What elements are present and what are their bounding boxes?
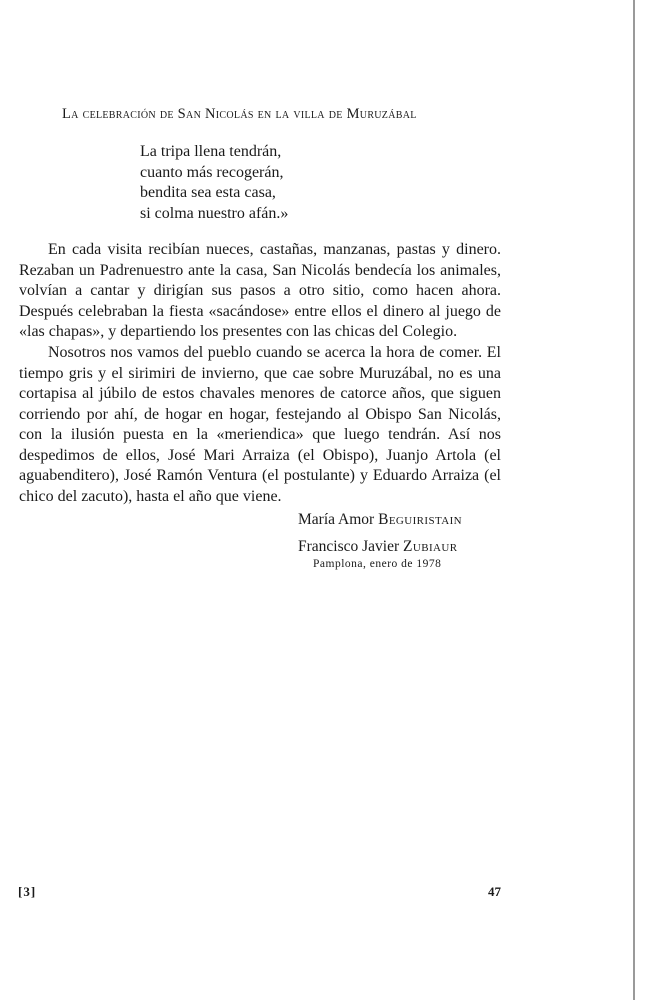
author-given-name: Francisco Javier bbox=[298, 538, 400, 555]
author-signature bbox=[298, 511, 462, 529]
dateline: Pamplona, enero de 1978 bbox=[313, 558, 442, 570]
running-title: La celebración de San Nicolás en la villa de Muruzábal bbox=[62, 106, 417, 122]
body-paragraph: En cada visita recibían nueces, castañas, manzanas, pastas y dinero. Rezaban un Padrenuestro ante la casa, San Nicolás bendecía los animales, volvían a cantar y dirigían sus pasos a otro sitio, como hacen ahora. Después celebraban la fiesta «sacándose» entre ellos el dinero al juego de «las chapas», y departiendo los presentes con las chicas del Colegio. bbox=[19, 241, 501, 340]
page-edge-line bbox=[633, 0, 635, 1000]
verse-line: bendita sea esta casa, bbox=[140, 184, 276, 201]
section-marker: [3] bbox=[18, 884, 37, 899]
verse-line: La tripa llena tendrán, bbox=[140, 143, 282, 160]
author-signature bbox=[298, 538, 457, 556]
author-surname: Zubiaur bbox=[403, 538, 458, 555]
author-given-name: María Amor bbox=[298, 511, 375, 528]
page-number: 47 bbox=[488, 884, 501, 899]
verse-line: cuanto más recogerán, bbox=[140, 163, 284, 181]
verse-stanza bbox=[140, 142, 288, 224]
author-surname: Beguiristain bbox=[378, 511, 462, 528]
body-paragraph: Nosotros nos vamos del pueblo cuando se acerca la hora de comer. El tiempo gris y el sirimiri de invierno, que cae sobre Muruzábal, no es una cortapisa al júbilo de estos chavales menores de catorce años, que siguen corriendo por ahí, de hogar en hogar, festejando al Obispo San Nicolás, con la ilusión puesta en la «meriendica» que luego tendrán. Así nos despedimos de ellos, José Mari Arraiza (el Obispo), Juanjo Artola (el aguabenditero), José Ramón Ventura (el postulante) y Eduardo Arraiza (el chico del zacuto), hasta el año que viene. bbox=[19, 344, 501, 505]
verse-line: si colma nuestro afán.» bbox=[140, 204, 289, 222]
